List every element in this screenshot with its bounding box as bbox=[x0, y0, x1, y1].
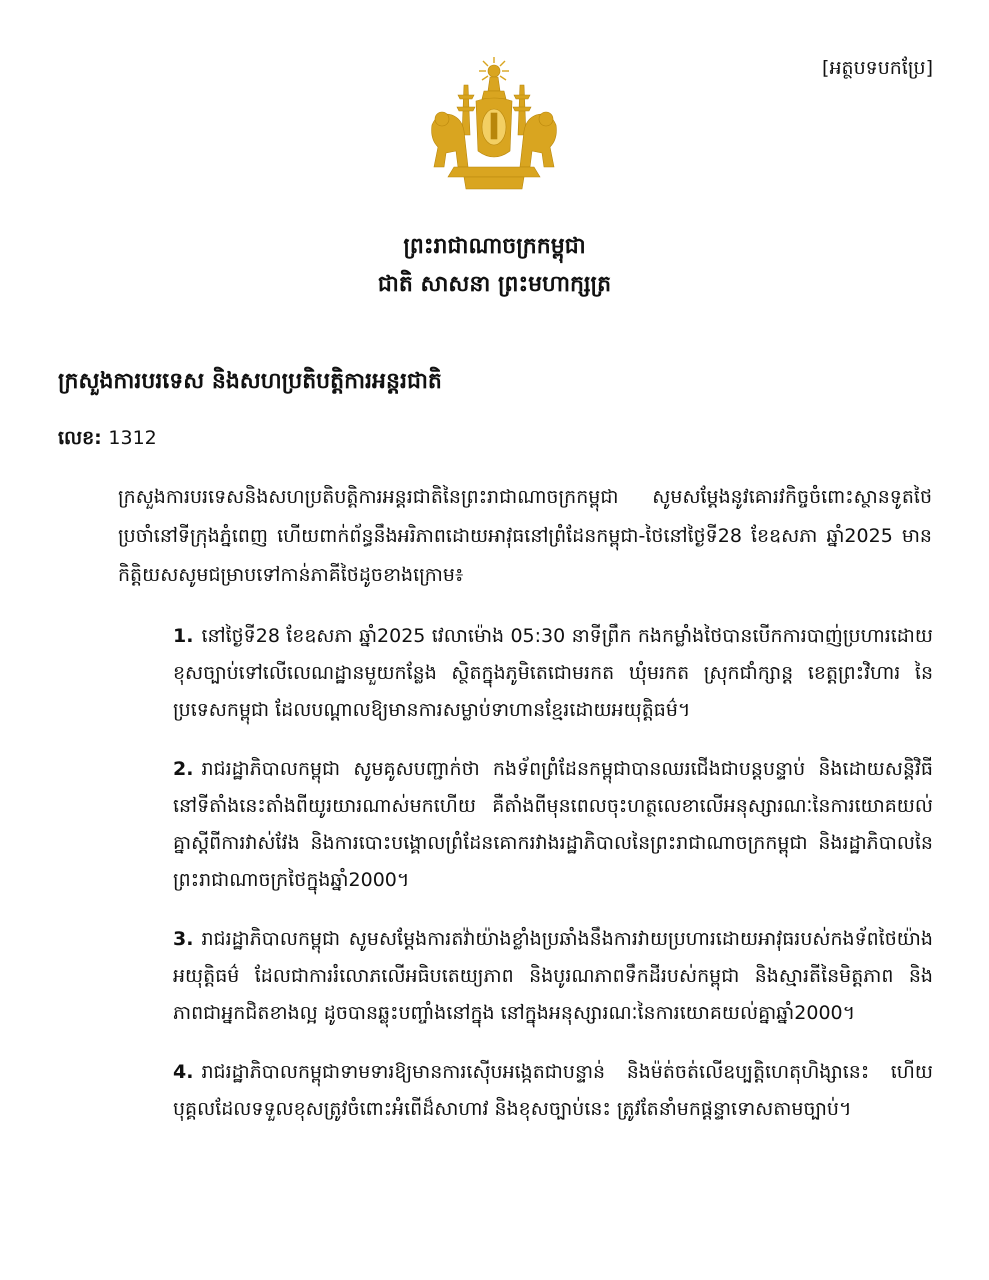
reference-number bbox=[58, 426, 157, 454]
reference-value: 1312 bbox=[108, 427, 157, 449]
point-number: 3. bbox=[173, 928, 194, 950]
points-list bbox=[173, 618, 933, 1150]
point-number: 2. bbox=[173, 758, 194, 780]
point-number: 1. bbox=[173, 625, 194, 647]
point-number: 4. bbox=[173, 1061, 194, 1083]
list-item bbox=[173, 751, 933, 899]
kingdom-header bbox=[0, 228, 989, 304]
reference-label: លេខ: bbox=[58, 427, 102, 449]
translation-note: [អត្ថបទបកប្រែ] bbox=[822, 57, 933, 79]
point-text: រាជរដ្ឋាភិបាលកម្ពុជាទាមទារឱ្យមានការស៊ើបអង្កេតជាបន្ទាន់ និងម៉ត់ចត់លើឧប្បត្តិហេតុហិង្សានេះ ហើយបុគ្គលដែលទទួលខុសត្រូវចំពោះអំពើដ៏សាហាវ និងខុសច្បាប់នេះ ត្រូវតែនាំមកផ្តន្ទាទោសតាមច្បាប់។ bbox=[173, 1061, 933, 1120]
kingdom-name: ព្រះរាជាណាចក្រកម្ពុជា bbox=[403, 234, 586, 259]
point-text: នៅថ្ងៃទី28 ខែឧសភា ឆ្នាំ2025 វេលាម៉ោង 05:30 នាទីព្រឹក កងកម្លាំងថៃបានបើកការបាញ់ប្រហារដោយខុសច្បាប់ទៅលើលេណដ្ឋានមួយកន្លែង ស្ថិតក្នុងភូមិតេជោមរកត ឃុំមរកត ស្រុកជាំក្សាន្ត ខេត្តព្រះវិហារ នៃប្រទេសកម្ពុជា ដែលបណ្តាលឱ្យមានការសម្លាប់ទាហានខ្មែរដោយអយុត្តិធម៌។ bbox=[173, 625, 933, 721]
point-text: រាជរដ្ឋាភិបាលកម្ពុជា សូមគូសបញ្ជាក់ថា កងទ័ពព្រំដែនកម្ពុជាបានឈរជើងជាបន្តបន្ទាប់ និងដោយសន្តិវិធីនៅទីតាំងនេះតាំងពីយូរយារណាស់មកហើយ គឺតាំងពីមុនពេលចុះហត្ថលេខាលើអនុស្សារណៈនៃការយោគយល់គ្នាស្តីពីការវាស់វែង និងការបោះបង្គោលព្រំដែនគោករវាងរដ្ឋាភិបាលនៃព្រះរាជាណាចក្រកម្ពុជា និងរដ្ឋាភិបាលនៃព្រះរាជាណាចក្រថៃក្នុងឆ្នាំ2000។ bbox=[173, 758, 933, 891]
kingdom-motto: ជាតិ សាសនា ព្រះមហាក្សត្រ bbox=[377, 272, 612, 297]
intro-paragraph: ក្រសួងការបរទេសនិងសហប្រតិបត្តិការអន្តរជាតិនៃព្រះរាជាណាចក្រកម្ពុជា សូមសម្តែងនូវគោរវកិច្ចចំពោះស្ថានទូតថៃប្រចាំនៅទីក្រុងភ្នំពេញ ហើយពាក់ព័ន្ធនឹងអរិភាពដោយអាវុធនៅព្រំដែនកម្ពុជា-ថៃនៅថ្ងៃទី28 ខែឧសភា ឆ្នាំ2025 មានកិត្តិយសសូមជម្រាបទៅកាន់ភាគីថៃដូចខាងក្រោម៖ bbox=[118, 486, 932, 586]
royal-arms-of-cambodia-icon bbox=[424, 55, 564, 197]
point-text: រាជរដ្ឋាភិបាលកម្ពុជា សូមសម្តែងការតវ៉ាយ៉ាងខ្លាំងប្រឆាំងនឹងការវាយប្រហារដោយអាវុធរបស់កងទ័ពថៃយ៉ាងអយុត្តិធម៌ ដែលជាការរំលោភលើអធិបតេយ្យភាព និងបូរណភាពទឹកដីរបស់កម្ពុជា និងស្មារតីនៃមិត្តភាព និងភាពជាអ្នកជិតខាងល្អ ដូចបានឆ្លុះបញ្ចាំងនៅក្នុង នៅក្នុងអនុស្សារណៈនៃការយោគយល់គ្នាឆ្នាំ2000។ bbox=[173, 928, 933, 1024]
list-item bbox=[173, 1054, 933, 1128]
list-item bbox=[173, 921, 933, 1032]
ministry-name: ក្រសួងការបរទេស និងសហប្រតិបត្តិការអន្តរជាតិ bbox=[58, 369, 442, 394]
list-item bbox=[173, 618, 933, 729]
